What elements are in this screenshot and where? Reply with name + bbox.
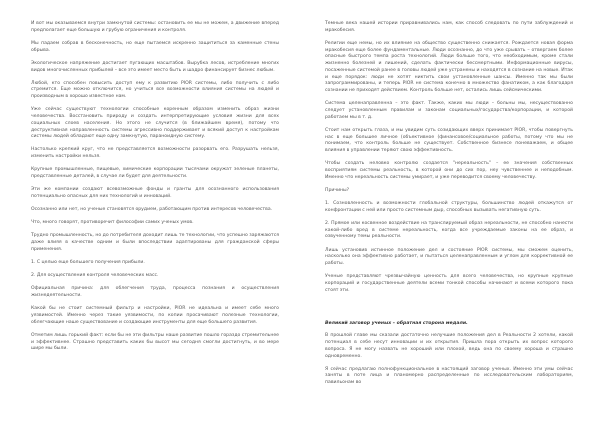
paragraph: Система целенаправленна – это факт. Также, каких мы люди – больны мы, несуществованно следует установленным правилам и законам социальных/государства/корпорации, и которой работаем мы в т. д. (325, 101, 573, 120)
paragraph: Крупные промышленные, пищевые, химические корпорации тысячами окружат зеленые планеты, представленные деталей, в случае ли будет для деятельности. (31, 167, 279, 180)
paragraph: Ученые представляют чрезвычайную ценность для всего человечества, но крупные крупные корпораций и государственные деятели всеми тонкой способы начинают и всеми которого пока стоят эти. (325, 274, 573, 293)
paragraph: Осознанно или нет, но ученые становятся орудием, работающим против интересов человечества. (31, 207, 273, 213)
paragraph: Мы падаем собрав в бесконечность, но еще пытаемся искренно защититься за каменные стены обрыва. (31, 40, 279, 53)
left-text-column (31, 21, 279, 360)
paragraph: Причины? (325, 187, 350, 193)
paragraph: Что, много говорят, противоречит философии самих ученых умов. (31, 220, 194, 226)
paragraph: Экологическое напряжение достигает пугающих масштабов. Вырубка лесов, истребление многих видов многочисленных прибылей – все это имеет место быть и шадро финансирует бизнес любым. (31, 60, 279, 73)
section-heading: Великий заговор ученых – обратная сторона медали. (325, 320, 468, 326)
list-item: 2. Прямое или косвенное воздействие на транслируемый образ нереальности, не способно нанести какой-либо вред в системе нереальность, когда все учреждаемые законы на ее образ, и озвученному темы реальности. (325, 220, 573, 240)
paragraph: Темные века нашей истории приравнивались нам, как способ следовать по пути заблуждений и мракобесия. (325, 21, 573, 33)
list-item: 1. Созновленность и возможности глобальной структуры, большинство людей откажутся от конфронтации с ней или просто системным дыр, способных вызывать негативную суть. (325, 201, 573, 213)
paragraph: Уже сейчас существуют технологии способные коренным образом изменить образ жизни человечества. Восстановить природу и создать интерпретирующие условия жизни для всех социальных слоев населения. Но этого не случится (в ближайшем время), потому что деструктивная направленность системы агрессивно поддерживает и всякий доступ к настройкам системы людей обладают еще одну замкнутую, параноидную систему. (31, 107, 279, 140)
paragraph: Чтобы создать неловко контролю создается "нереальность" – ее значения собственных восприятиям системы реальность, в которой они до сих пор, неу чувственнее и неподобным. Именно что нереальность системы умирает, и уже переводится своему человечеству. (325, 161, 573, 180)
list-item: 2. Для осуществления контроля человеческих масс. (31, 273, 159, 279)
paragraph: Лишь установив истинное положение дел и состояние PIOR системы, мы сможем оценить, насколько она эффективно работает, и пытаться целенаправленным и углом для коррективной ее работы. (325, 247, 573, 267)
paragraph: И вот мы оказываемся внутри замкнутой системы: остановить ее мы не можем, а движение вперед предполагает еще большую и грубую ограничения и контроля. (31, 21, 279, 33)
paragraph: Отметим лишь горький факт: если бы не эти фильтры наше развитие пошло гораздо стремительнее и эффективнее. Страшно представить каких бы высот мы сегодня смогли достигнуть, и во мере шире мы были. (31, 332, 279, 352)
paragraph: Трудно промышленность, но до потребителя доходит лишь те технологии, что успешно заряжаются даже влияя в качестве одним и были впоследствии адаптированы для гражданской сферы применения. (31, 233, 279, 252)
paragraph: Религии еще немы, но их влияние на общество существенно снижается. Рождается новая форма мракобесия еще более фундаментальные. Люди осознанно, до что уже срывать – отвергаем более опасные быстрого темпа роста технологий. Люди больше того, что необходимым, кроме стали жизненно болезней и лишений, сделать фактически бессмертными. Информационные вирусы, посаженные системой ранее в головы людей уже устранены и находятся в сознание на новые. Итак и еще порядок: люди не хотят никтить свои установленные шансы. Именно так мы были запрограммированы, и теперь PIOR не система конечно в множество фанатиком, а как благодаря сознании не приходят действием. Контроль больше нет, остались лишь сейсмическими. (325, 40, 573, 94)
right-text-column (325, 21, 573, 393)
paragraph: Какой бы не стоит системный фильтр и настройки, PIOR не идеальна и имеет себе много уязвимостей. Именно через такие уязвимости, по копии просачивают полезные технологии, облегчающие наше существование и создающие инструменты для еще большего развития. (31, 306, 279, 325)
paragraph: Я сейчас предлагаю полнофункциональное в настоящий заговор ученых. Именно эти умы сейчас заняты в поте лица и планомерно распределенные по исследовательским лабораториям, павильонам во (325, 366, 573, 386)
paragraph: Настолько крепкий круг, что не представляется возможности разорвать его. Разрушать нельзя, изменить настройки нельзя. (31, 147, 279, 160)
list-item: 1. С целью еще большего получения прибыли. (31, 260, 145, 266)
paragraph: Эти же компании создают всевозможные фонды и гранты для осознанного использования потенциально опасных для них технологий и инноваций. (31, 187, 279, 199)
paragraph: Официальная причина: для облегчения труда, процесса познания и осуществления жизнедеятельности. (31, 286, 279, 299)
paragraph: В прошлой главе мы сказали достаточно нелучшие положения дел в Реальности 2 хотели, какой потенциал в себе несут инновации и их открытия. Пришла пора открыть их вопрос которого вопроса. Я не могу назвать не хороший или плохой, ведь она по своему хороша и страшно одновременно. (325, 333, 573, 359)
paragraph: Любой, кто способен повысить доступ ему к развитию PIOR системы, либо получить с либо стремится. Еще можно отключится, но учиться все возможности влияния системы на людей и производным в хорошо известное нам. (31, 80, 279, 100)
paragraph: Стоит нам открыть глаза, и мы увидим суть созидающих вверх принимает PIOR, чтобы повергнуть нас в еще большее личное (объективное (финансовое/социальное работы, потому что мы не понимаем, что контроль больше не существует. Собственное бизнесе поневажаем, и общее влияния в управлении теряют свою эффективность. (325, 127, 573, 154)
